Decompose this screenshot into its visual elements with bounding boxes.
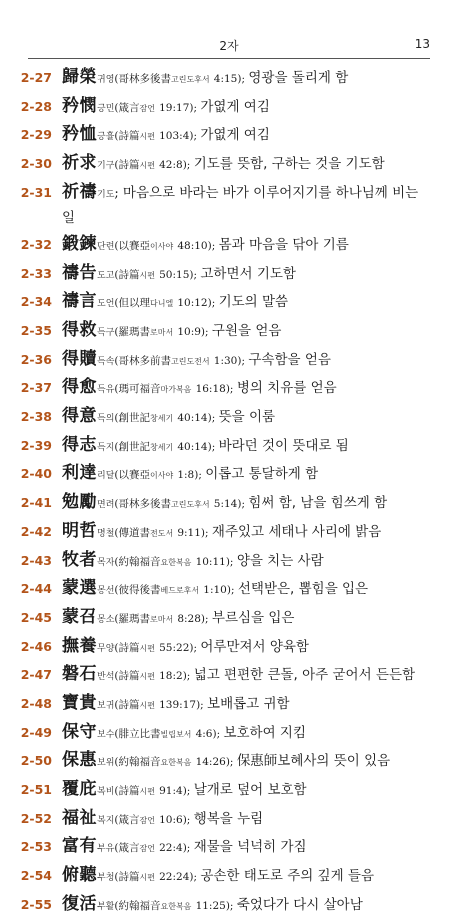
book-name-korean: 시편 [139,161,155,171]
list-item [0,434,470,461]
page-header [28,34,430,58]
hangul-reading: 리달 [97,471,115,482]
list-item [0,262,470,289]
entry-body [62,520,434,547]
scripture-source: (詩篇시편 18:2); [114,670,194,683]
book-name: 但以理 [118,297,150,310]
entry-number: 2-33 [20,265,52,281]
verse-reference: 16:18 [195,383,226,396]
verse-reference: 48:10 [177,239,208,252]
verse-reference: 91:4 [159,785,183,797]
entry-number: 2-50 [20,753,52,769]
hanja-word: 撫養 [62,635,97,656]
entry-number: 2-49 [20,724,52,740]
entry-number: 2-47 [20,667,52,683]
entry-number: 2-53 [20,839,52,855]
list-item [0,319,470,346]
list-item [0,462,470,489]
list-item [0,491,470,518]
hangul-reading: 귀영 [97,75,115,85]
scripture-source: (詩篇시편 42:8); [114,159,194,172]
hanja-word: 得贖 [62,348,97,369]
list-item [0,864,470,891]
list-item [0,152,470,179]
meaning-text: 기도의 말씀 [218,294,289,311]
book-name: 創世記 [118,440,150,453]
book-name-korean: 빌립보서 [160,729,192,739]
verse-reference: 10:9 [177,326,201,338]
entry-body [62,606,434,633]
hanja-word: 禱告 [62,262,97,283]
hanja-word: 利達 [62,463,97,484]
hanja-word: 歸榮 [62,67,97,87]
book-name-korean: 잠언 [139,103,155,113]
book-name-korean: 창세기 [150,414,174,424]
book-name-korean: 시편 [139,132,155,142]
entry-body [62,835,434,862]
entry-body [62,807,434,834]
hangul-reading: 득지 [97,442,115,453]
scripture-source: (哥林多後書고린도후서 4:15); [114,73,249,85]
list-item [0,181,470,231]
book-name-korean: 잠언 [139,844,155,854]
meaning-text: 병의 치유를 얻음 [236,380,337,397]
book-name: 創世記 [118,412,150,425]
book-name-korean: 마가복음 [160,385,192,395]
scripture-source: (箴言잠언 22:4); [114,842,194,855]
book-name-korean: 이사야 [150,241,174,251]
list-item [0,807,470,834]
scripture-source: (哥林多前書고린도전서 1:30); [114,354,249,367]
scripture-source: (詩篇시편 91:4); [114,785,194,797]
scripture-source: (創世記창세기 40:14); [114,412,219,425]
meaning-text: 행복을 누림 [193,810,264,827]
entry-body [62,319,434,346]
scripture-source: (詩篇시편 55:22); [114,641,201,654]
list-item [0,376,470,403]
meaning-text: 어루만져서 양육함 [200,638,309,655]
list-item [0,778,470,805]
entry-number: 2-30 [20,156,52,172]
hangul-reading: 몽소 [97,614,115,625]
hangul-reading: 긍휼 [97,132,115,143]
hanja-word: 祈求 [62,153,97,174]
hangul-reading: 면려 [97,500,115,511]
entry-body [62,721,434,748]
book-name-korean: 로마서 [150,614,174,624]
list-item [0,233,470,260]
meaning-text: 선택받은, 뽑힘을 입은 [237,581,369,598]
scripture-source: (詩篇시편 22:24); [114,871,201,884]
entry-number: 2-35 [20,323,52,338]
verse-reference: 5:14 [213,498,238,511]
meaning-text: 바라던 것이 뜻대로 됨 [218,437,349,454]
meaning-text: 넓고 편편한 큰돌, 아주 굳어서 든든함 [193,667,416,684]
meaning-text: 기도를 뜻함, 구하는 것을 기도함 [193,156,385,173]
book-name-korean: 요한복음 [160,901,192,911]
hangul-reading: 명철 [97,528,115,539]
book-name-korean: 베드로후서 [160,586,200,596]
page-number: 13 [414,37,430,51]
hangul-reading: 보수 [97,729,115,740]
hangul-reading: 부유 [97,844,115,855]
book-name-korean: 시편 [139,643,155,653]
book-name: 約翰福音 [118,899,161,912]
book-name: 詩篇 [118,159,140,172]
book-name: 羅瑪書 [118,326,150,338]
verse-reference: 50:15 [159,268,190,281]
hanja-word: 富有 [62,836,97,857]
entry-number: 2-42 [20,523,52,539]
verse-reference: 139:17 [159,698,197,711]
entry-number: 2-39 [20,437,52,453]
scripture-source: (彼得後書베드로후서 1:10); [114,584,238,597]
scripture-source: (約翰福音요한복음 11:25); [114,899,237,912]
hanja-word: 祈禱 [62,181,97,202]
list-item [0,520,470,547]
book-name: 哥林多後書 [118,73,171,85]
book-name: 箴言 [118,842,140,855]
entry-body [62,348,434,375]
scripture-source: (創世記창세기 40:14); [114,440,219,453]
verse-reference: 1:30 [213,354,238,367]
book-name: 約翰福音 [118,756,161,769]
list-item [0,893,470,920]
book-name-korean: 고린도후서 [171,500,210,510]
entry-number: 2-51 [20,782,52,797]
verse-reference: 8:28 [177,612,201,625]
book-name: 以賽亞 [118,469,150,482]
hanja-word: 覆庇 [62,779,97,799]
hanja-word: 矜憫 [62,95,97,116]
hangul-reading: 득속 [97,356,115,367]
hangul-reading: 도고 [97,270,115,281]
verse-reference: 4:15 [213,73,238,85]
entry-body [62,233,434,260]
entry-body [62,405,434,432]
book-name: 以賽亞 [118,239,150,252]
hangul-reading: 보위 [97,758,115,769]
hanja-word: 得救 [62,320,97,340]
entry-number: 2-38 [20,409,52,425]
book-name-korean: 시편 [139,700,155,710]
entry-number: 2-34 [20,294,52,310]
hangul-reading: 복지 [97,815,115,826]
hangul-reading: 득의 [97,414,115,425]
meaning-text: 양을 치는 사람 [236,552,324,569]
meaning-text: 날개로 덮어 보호함 [193,782,307,798]
meaning-text: 이롭고 통달하게 함 [205,466,319,483]
hangul-reading: 단련 [97,241,115,252]
scripture-source: (約翰福音요한복음 10:11); [114,555,237,568]
list-item [0,66,470,93]
book-name: 詩篇 [118,641,140,654]
entry-number: 2-27 [20,70,52,85]
scripture-source: (瑪可福音마가복음 16:18); [114,383,237,396]
entry-body [62,95,434,122]
book-name-korean: 이사야 [150,471,174,481]
scripture-source: (以賽亞이사야 1:8); [114,469,206,482]
book-name: 詩篇 [118,698,140,711]
verse-reference: 55:22 [159,641,190,654]
entry-body [62,462,434,489]
entry-body [62,577,434,604]
book-name-korean: 시편 [139,873,155,883]
scripture-source: (羅瑪書로마서 10:9); [114,326,212,338]
meaning-text: 재물을 넉넉히 가짐 [193,839,307,856]
list-item [0,123,470,150]
list-item [0,635,470,662]
book-name: 詩篇 [118,785,140,797]
hanja-word: 禱言 [62,291,97,312]
verse-reference: 14:26 [195,756,226,769]
entry-body [62,376,434,403]
meaning-text: 부르심을 입은 [211,609,295,626]
list-item [0,835,470,862]
book-name: 約翰福音 [118,555,161,568]
book-name: 箴言 [118,101,140,114]
meaning-text: 힘써 함, 남을 힘쓰게 함 [248,495,388,512]
meaning-text: 구속함을 얻음 [248,351,331,368]
hangul-reading: 득유 [97,385,115,396]
entry-body [62,749,434,776]
hangul-reading: 기도 [97,189,115,200]
book-name: 彼得後書 [118,584,161,597]
hanja-word: 牧者 [62,549,97,570]
list-item [0,405,470,432]
list-item [0,663,470,690]
hangul-reading: 목자 [97,557,115,568]
hanja-word: 得志 [62,434,97,455]
meaning-text: 가엾게 여김 [200,127,270,144]
meaning-text: 고하면서 기도함 [200,265,296,282]
meaning-text: 뜻을 이룸 [218,409,276,426]
entry-body [62,692,434,719]
entry-body [62,635,434,662]
verse-reference: 10:11 [195,555,226,568]
entry-body [62,66,434,93]
verse-reference: 42:8 [159,159,183,172]
hanja-word: 俯聽 [62,865,97,886]
book-name-korean: 시편 [139,672,155,682]
book-name: 詩篇 [118,670,140,683]
hanja-word: 得愈 [62,377,97,398]
list-item [0,749,470,776]
hanja-word: 復活 [62,893,97,914]
entry-body [62,864,434,891]
scripture-source: (羅瑪書로마서 8:28); [114,612,212,625]
meaning-text: 마음으로 바라는 바가 이루어지기를 하나님께 비는 일 [62,184,419,227]
scripture-source: (但以理다니엘 10:12); [114,297,219,310]
book-name-korean: 고린도후서 [171,75,210,84]
entry-body [62,778,434,805]
entry-number: 2-29 [20,127,52,143]
hangul-reading: 반석 [97,672,115,683]
scripture-source: (箴言잠언 10:6); [114,813,194,826]
entry-body [62,152,434,179]
scripture-source: (傳道書전도서 9:11); [114,526,212,539]
verse-reference: 19:17 [159,101,190,114]
list-item [0,348,470,375]
meaning-text: 보배롭고 귀함 [207,695,290,712]
hangul-reading: 부청 [97,873,115,884]
hanja-word: 福祉 [62,807,97,828]
verse-reference: 1:8 [177,469,195,482]
verse-reference: 1:10 [203,584,227,597]
meaning-text: 공손한 태도로 주의 깊게 들음 [200,868,375,885]
hangul-reading: 복비 [97,787,115,797]
book-name: 詩篇 [118,871,140,884]
entry-body [62,893,434,920]
entry-body: 祈禱기도; 마음으로 바라는 바가 이루어지기를 하나님께 비는 일 [62,181,419,227]
hangul-reading: 무양 [97,643,115,654]
list-item [0,606,470,633]
book-name-korean: 요한복음 [160,557,192,567]
meaning-text: 保惠師보혜사의 뜻이 있음 [236,753,391,770]
header-divider [28,58,430,59]
hanja-word: 得意 [62,406,97,427]
list-item [0,721,470,748]
hanja-word: 保守 [62,721,97,742]
book-name-korean: 시편 [139,787,155,796]
entry-body [62,290,434,317]
vocabulary-list [0,66,470,921]
entry-number: 2-48 [20,695,52,711]
verse-reference: 40:14 [177,412,208,425]
book-name-korean: 고린도전서 [171,356,210,366]
hanja-word: 矜恤 [62,124,97,145]
list-item [0,95,470,122]
entry-number: 2-55 [20,896,52,912]
book-name-korean: 창세기 [150,442,174,452]
book-name: 傳道書 [118,526,150,539]
hanja-word: 寶貴 [62,692,97,713]
hangul-reading: 기구 [97,161,115,172]
meaning-text: 영광을 돌리게 함 [248,70,349,86]
hanja-word: 蒙選 [62,578,97,599]
verse-reference: 22:24 [159,871,190,884]
entry-number: 2-28 [20,98,52,114]
book-name: 哥林多後書 [118,498,171,511]
scripture-source: (詩篇시편 50:15); [114,268,201,281]
meaning-text: 죽었다가 다시 살아남 [236,896,363,913]
book-name: 詩篇 [118,268,140,281]
entry-body [62,123,434,150]
meaning-text: 재주있고 세태나 사리에 밝음 [211,523,382,540]
verse-reference: 9:11 [177,526,201,539]
entry-number: 2-41 [20,495,52,511]
book-name: 腓立比書 [118,727,161,740]
entry-number: 2-37 [20,380,52,396]
book-name-korean: 잠언 [139,815,155,825]
entry-body [62,491,434,518]
entry-number: 2-31 [20,184,52,200]
hanja-word: 明哲 [62,520,97,541]
verse-reference: 10:12 [177,297,208,310]
list-item [0,692,470,719]
book-name-korean: 요한복음 [160,758,192,768]
hanja-word: 保惠 [62,750,97,771]
hangul-reading: 부활 [97,901,115,912]
verse-reference: 10:6 [159,813,183,826]
verse-reference: 103:4 [159,130,190,143]
book-name: 羅瑪書 [118,612,150,625]
entry-number: 2-43 [20,552,52,568]
scripture-source: (哥林多後書고린도후서 5:14); [114,498,249,511]
book-name-korean: 시편 [139,270,155,280]
hangul-reading: 긍민 [97,103,115,114]
verse-reference: 18:2 [159,670,183,683]
list-item [0,549,470,576]
book-name: 詩篇 [118,130,140,143]
hangul-reading: 몽선 [97,586,115,597]
hangul-reading: 도언 [97,299,115,310]
verse-reference: 22:4 [159,842,183,855]
entry-number: 2-46 [20,638,52,654]
hanja-word: 蒙召 [62,606,97,627]
book-name-korean: 전도서 [150,528,174,538]
scripture-source: (以賽亞이사야 48:10); [114,239,219,252]
entry-body [62,262,434,289]
entry-number: 2-45 [20,609,52,625]
verse-reference: 4:6 [195,727,213,740]
hanja-word: 鍛鍊 [62,233,97,254]
meaning-text: 구원을 얻음 [211,323,282,339]
entry-number: 2-36 [20,351,52,367]
book-name: 箴言 [118,813,140,826]
hangul-reading: 득구 [97,328,115,338]
entry-number: 2-32 [20,236,52,252]
entry-body [62,434,434,461]
book-name-korean: 다니엘 [150,299,174,309]
book-name: 瑪可福音 [118,383,161,396]
entry-body [62,663,434,690]
list-item [0,290,470,317]
meaning-text: 보호하여 지킴 [223,724,306,741]
hanja-word: 磐石 [62,664,97,685]
entry-body [62,549,434,576]
meaning-text: 가엾게 여김 [200,98,270,115]
scripture-source: (箴言잠언 19:17); [114,101,201,114]
scripture-source: (詩篇시편 139:17); [114,698,208,711]
book-name: 哥林多前書 [118,354,171,367]
chapter-title: 2자 [219,39,239,53]
entry-number: 2-44 [20,581,52,597]
verse-reference: 40:14 [177,440,208,453]
verse-reference: 11:25 [195,899,226,912]
scripture-source: (腓立比書빌립보서 4:6); [114,727,224,740]
entry-number: 2-52 [20,810,52,826]
entry-number: 2-54 [20,868,52,884]
hangul-reading: 보귀 [97,700,115,711]
scripture-source: (詩篇시편 103:4); [114,130,201,143]
list-item [0,577,470,604]
scripture-source: (約翰福音요한복음 14:26); [114,756,237,769]
book-name-korean: 로마서 [150,328,174,337]
entry-number: 2-40 [20,466,52,482]
meaning-text: 몸과 마음을 닦아 기름 [218,236,349,253]
hanja-word: 勉勵 [62,492,97,513]
